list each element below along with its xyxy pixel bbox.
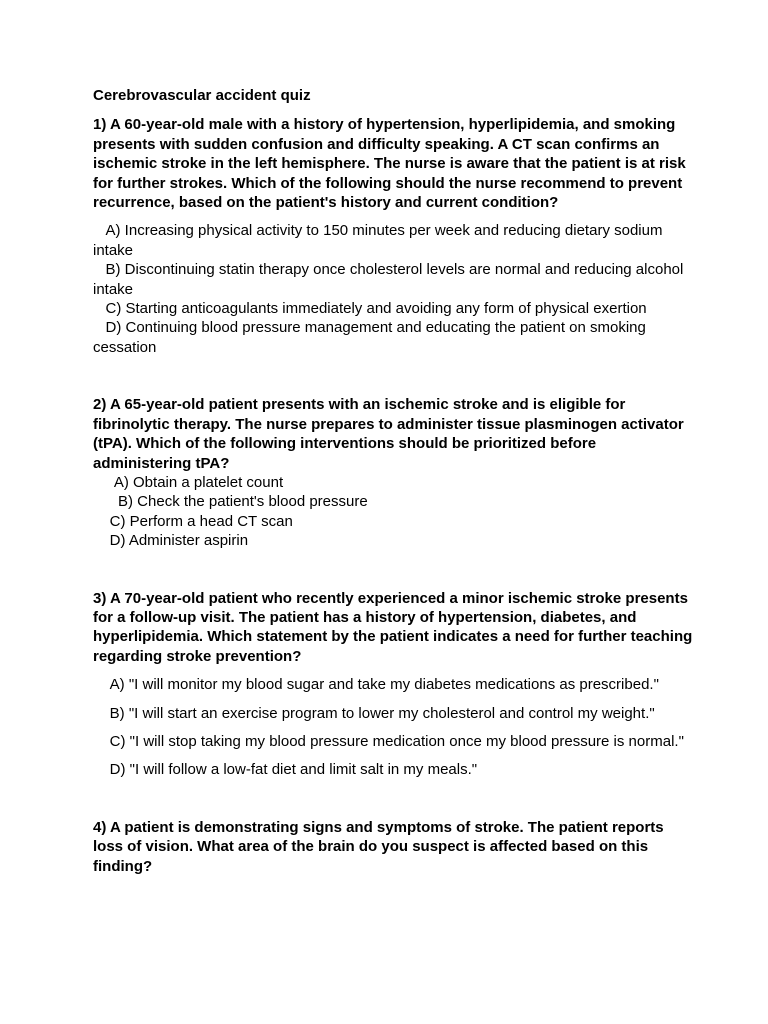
question-3-option-b: B) "I will start an exercise program to lower my cholesterol and control my weight." <box>93 704 655 722</box>
title-block <box>93 86 693 105</box>
question-2-option-c: C) Perform a head CT scan <box>93 512 293 530</box>
question-2 <box>93 395 693 473</box>
question-2-option-d: D) Administer aspirin <box>93 532 249 550</box>
question-3-option-c: C) "I will stop taking my blood pressure medication once my blood pressure is normal." <box>93 732 684 750</box>
question-1-option-d: D) Continuing blood pressure management and educating the patient on smoking cessation <box>93 319 651 356</box>
question-3-option-a: A) "I will monitor my blood sugar and take my diabetes medications as prescribed." <box>93 676 659 694</box>
question-1-option-c: C) Starting anticoagulants immediately and avoiding any form of physical exertion <box>93 300 647 318</box>
question-4 <box>93 818 693 876</box>
question-3-stem: 3) A 70-year-old patient who recently experienced a minor ischemic stroke presents for a follow-up visit. The patient has a history of hypertension, diabetes, and hyperlipidemia. Which statement by the patient indicates a need for further teaching regarding stroke prevention? <box>93 589 693 665</box>
question-3-options <box>93 675 693 780</box>
question-1-stem: 1) A 60-year-old male with a history of hypertension, hyperlipidemia, and smoking presents with sudden confusion and difficulty speaking. A CT scan confirms an ischemic stroke in the left hemisphere. The nurse is aware that the patient is at risk for further strokes. Which of the following should the nurse recommend to prevent recurrence, based on the patient's history and current condition? <box>93 116 686 212</box>
document-page <box>93 86 693 876</box>
question-1-option-b: B) Discontinuing statin therapy once cholesterol levels are normal and reducing alcohol intake <box>93 261 688 298</box>
question-1 <box>93 115 693 212</box>
question-2-options <box>93 473 693 551</box>
question-2-option-a: A) Obtain a platelet count <box>93 473 284 491</box>
document-title: Cerebrovascular accident quiz <box>93 87 311 104</box>
question-1-option-a: A) Increasing physical activity to 150 minutes per week and reducing dietary sodium intake <box>93 222 667 259</box>
question-3 <box>93 589 693 667</box>
question-1-options <box>93 221 693 357</box>
question-4-stem: 4) A patient is demonstrating signs and symptoms of stroke. The patient reports loss of vision. What area of the brain do you suspect is affected based on this finding? <box>93 818 664 875</box>
question-2-stem: 2) A 65-year-old patient presents with an ischemic stroke and is eligible for fibrinolytic therapy. The nurse prepares to administer tissue plasminogen activator (tPA). Which of the following interventions should be prioritized before administering tPA? <box>93 396 684 472</box>
question-2-option-b: B) Check the patient's blood pressure <box>93 493 368 511</box>
question-3-option-d: D) "I will follow a low-fat diet and limit salt in my meals." <box>93 761 478 779</box>
